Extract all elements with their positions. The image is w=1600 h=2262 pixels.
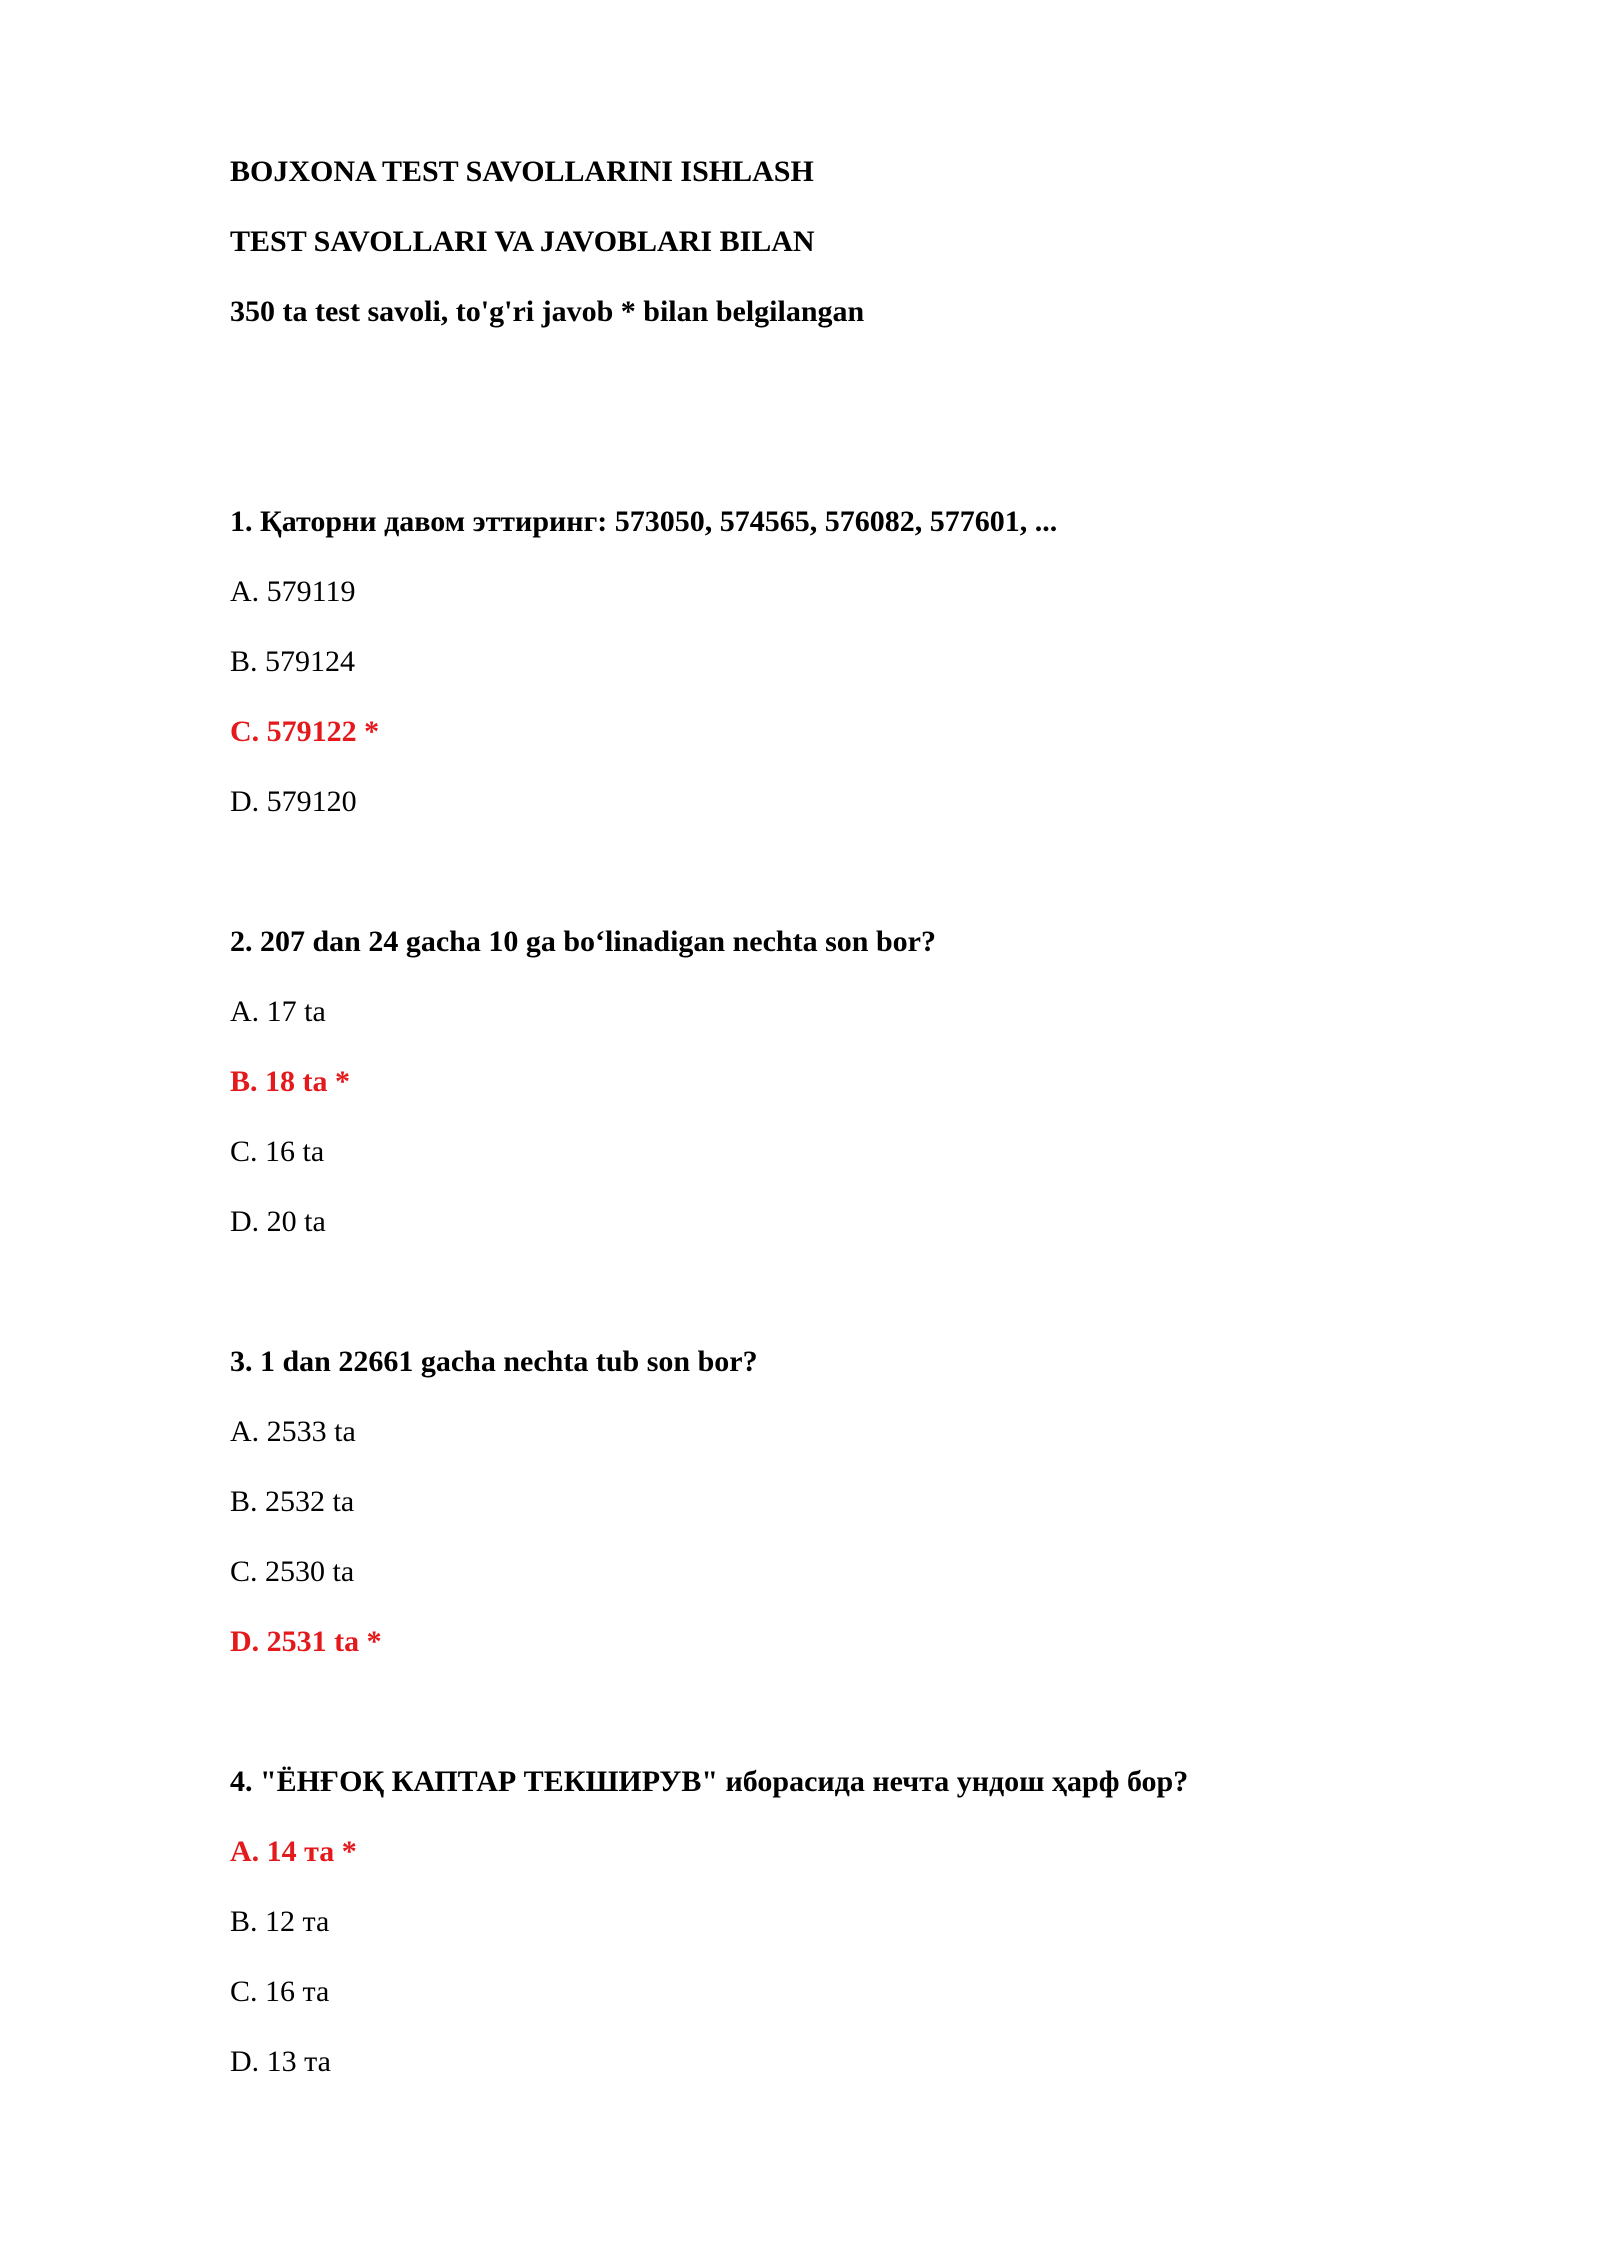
question-3: 3. 1 dan 22661 gacha nechta tub son bor? bbox=[230, 1345, 758, 1378]
question-2-option-b-correct: B. 18 ta * bbox=[230, 1065, 350, 1098]
question-1-option-a: A. 579119 bbox=[230, 575, 356, 608]
question-3-option-c: C. 2530 ta bbox=[230, 1555, 355, 1588]
question-2-option-d: D. 20 ta bbox=[230, 1205, 326, 1238]
question-2: 2. 207 dan 24 gacha 10 ga bo‘linadigan nechta son bor? bbox=[230, 925, 936, 958]
document-description: 350 ta test savoli, to'g'ri javob * bilan belgilangan bbox=[230, 295, 865, 328]
question-4-option-a-correct: A. 14 та * bbox=[230, 1835, 357, 1868]
question-3-option-b: B. 2532 ta bbox=[230, 1485, 355, 1518]
question-3-option-a: A. 2533 ta bbox=[230, 1415, 356, 1448]
question-1-option-d: D. 579120 bbox=[230, 785, 357, 818]
question-1-option-c-correct: C. 579122 * bbox=[230, 715, 380, 748]
question-4: 4. "ЁНҒОҚ КАПТАР ТЕКШИРУВ" иборасида нечта ундош ҳарф бор? bbox=[230, 1765, 1189, 1798]
question-2-option-a: A. 17 ta bbox=[230, 995, 326, 1028]
question-2-option-c: C. 16 ta bbox=[230, 1135, 325, 1168]
question-1: 1. Қаторни давом эттиринг: 573050, 574565, 576082, 577601, ... bbox=[230, 505, 1058, 538]
document-subtitle: TEST SAVOLLARI VA JAVOBLARI BILAN bbox=[230, 225, 815, 258]
question-4-option-c: C. 16 та bbox=[230, 1975, 330, 2008]
question-1-option-b: B. 579124 bbox=[230, 645, 356, 678]
question-4-option-b: B. 12 та bbox=[230, 1905, 330, 1938]
document-title: BOJXONA TEST SAVOLLARINI ISHLASH bbox=[230, 155, 814, 188]
question-3-option-d-correct: D. 2531 ta * bbox=[230, 1625, 382, 1658]
question-4-option-d: D. 13 та bbox=[230, 2045, 331, 2078]
